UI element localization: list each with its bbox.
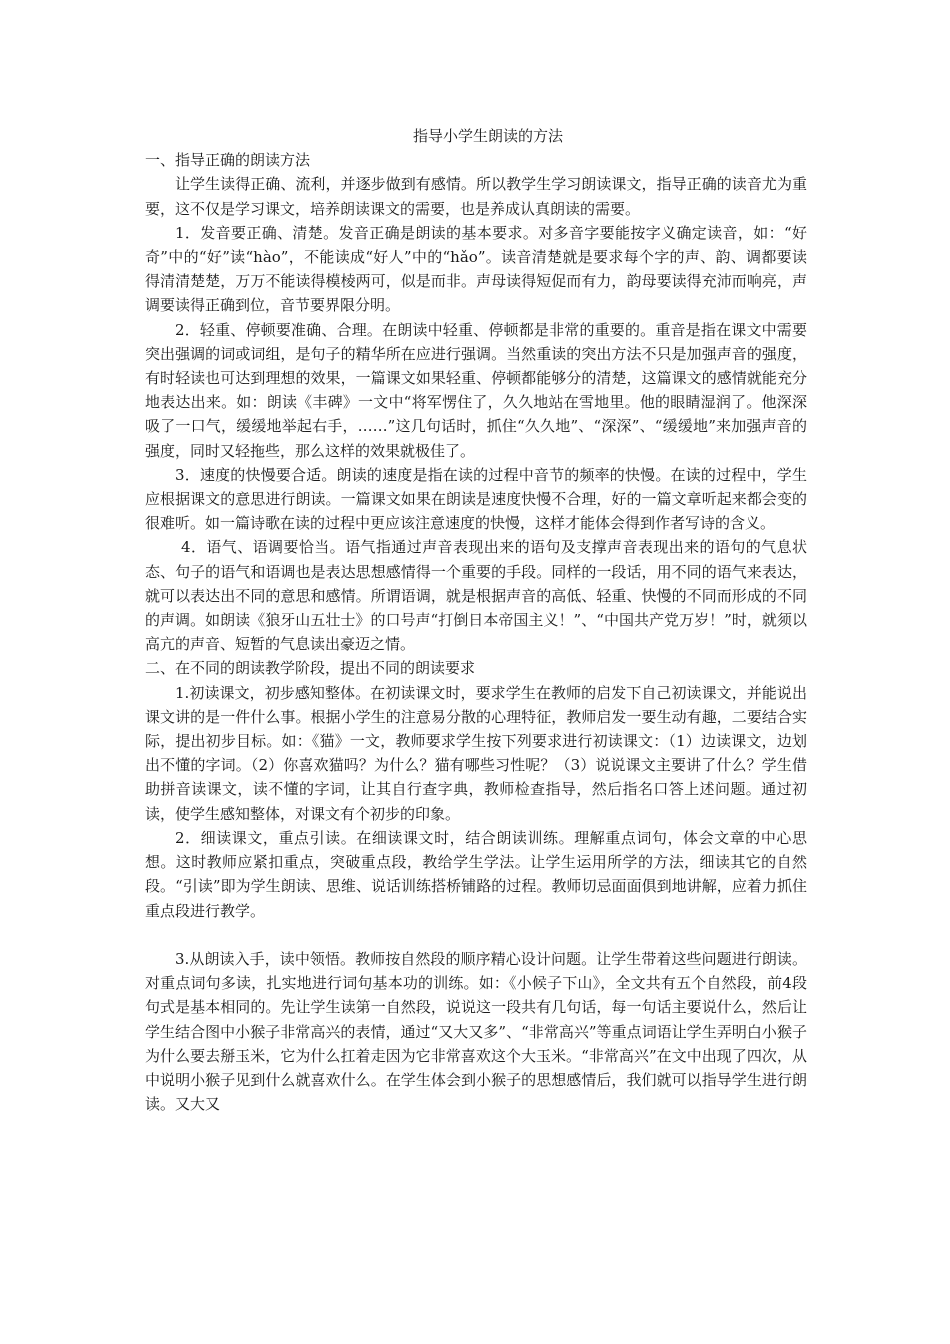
paragraph: 1.初读课文，初步感知整体。在初读课文时，要求学生在教师的启发下自己初读课文，并能说出课文讲的是一件什么事。根据小学生的注意易分散的心理特征，教师启发一要生动有趣，二要结合实际，提出初步目标。如：《猫》一文，教师要求学生按下列要求进行初读课文：（1）边读课文，边划出不懂的字词。（2）你喜欢猫吗？为什么？猫有哪些习性呢？（3）说说课文主要讲了什么？学生借助拼音读课文，读不懂的字词，让其自行查字典，教师检查指导，然后指名口答上述问题。通过初读，使学生感知整体，对课文有个初步的印象。 [145,683,807,823]
paragraph: 让学生读得正确、流利，并逐步做到有感情。所以教学生学习朗读课文，指导正确的读音尤为重要，这不仅是学习课文，培养朗读课文的需要，也是养成认真朗读的需要。 [145,175,807,218]
paragraph: 3．速度的快慢要合适。朗读的速度是指在读的过程中音节的频率的快慢。在读的过程中，学生应根据课文的意思进行朗读。一篇课文如果在朗读是速度快慢不合理，好的一篇文章听起来都会变的很难听。如一篇诗歌在读的过程中更应该注意速度的快慢，这样才能体会得到作者写诗的含义。 [145,465,807,533]
paragraph: 4．语气、语调要恰当。语气指通过声音表现出来的语句及支撑声音表现出来的语句的气息状态、句子的语气和语调也是表达思想感情得一个重要的手段。同样的一段话，用不同的语气来表达，就可以表达出不同的意思和感情。所谓语调，就是根据声音的高低、轻重、快慢的不同而形成的不同的声调。如朗读《狼牙山五壮士》的口号声“打倒日本帝国主义！”、“中国共产党万岁！”时，就须以高亢的声音、短暂的气息读出豪迈之情。 [145,538,807,654]
section-heading-2: 二、在不同的朗读教学阶段，提出不同的朗读要求 [145,659,476,678]
paragraph: 2．细读课文，重点引读。在细读课文时，结合朗读训练。理解重点词句，体会文章的中心思想。这时教师应紧扣重点，突破重点段，教给学生学法。让学生运用所学的方法，细读其它的自然段。“引读”即为学生朗读、思维、说话训练搭桥铺路的过程。教师切忌面面俱到地讲解，应着力抓住重点段进行教学。 [145,828,807,920]
paragraph: 1．发音要正确、清楚。发音正确是朗读的基本要求。对多音字要能按字义确定读音，如：“好奇”中的“好”读“hào”，不能读成“好人”中的“hǎo”。读音清楚就是要求每个字的声、韵、调都要读得清清楚楚，万万不能读得模棱两可，似是而非。声母读得短促而有力，韵母要读得充沛而响亮，声调要读得正确到位，音节要界限分明。 [145,223,807,315]
blank-line [145,923,807,947]
paragraph: 2．轻重、停顿要准确、合理。在朗读中轻重、停顿都是非常的重要的。重音是指在课文中需要突出强调的词或词组，是句子的精华所在应进行强调。当然重读的突出方法不只是加强声音的强度，有时轻读也可达到理想的效果，一篇课文如果轻重、停顿都能够分的清楚，这篇课文的感情就能充分地表达出来。如：朗读《丰碑》一文中“将军愣住了，久久地站在雪地里。他的眼睛湿润了。他深深吸了一口气，缓缓地举起右手，……”这几句话时，抓住“久久地”、“深深”、“缓缓地”来加强声音的强度，同时又轻拖些，那么这样的效果就极佳了。 [145,320,807,460]
section-heading-1: 一、指导正确的朗读方法 [145,151,311,170]
document-title: 指导小学生朗读的方法 [412,127,563,145]
paragraph: 3.从朗读入手，读中领悟。教师按自然段的顺序精心设计问题。让学生带着这些问题进行朗读。对重点词句多读，扎实地进行词句基本功的训练。如：《小候子下山》，全文共有五个自然段，前4段句式是基本相同的。先让学生读第一自然段，说说这一段共有几句话，每一句话主要说什么，然后让学生结合图中小猴子非常高兴的表情，通过“又大又多”、“非常高兴”等重点词语让学生弄明白小猴子为什么要去掰玉米，它为什么扛着走因为它非常喜欢这个大玉米。“非常高兴”在文中出现了四次，从中说明小猴子见到什么就喜欢什么。在学生体会到小猴子的思想感情后，我们就可以指导学生进行朗读。又大又 [145,949,807,1114]
document-page [145,124,807,1116]
